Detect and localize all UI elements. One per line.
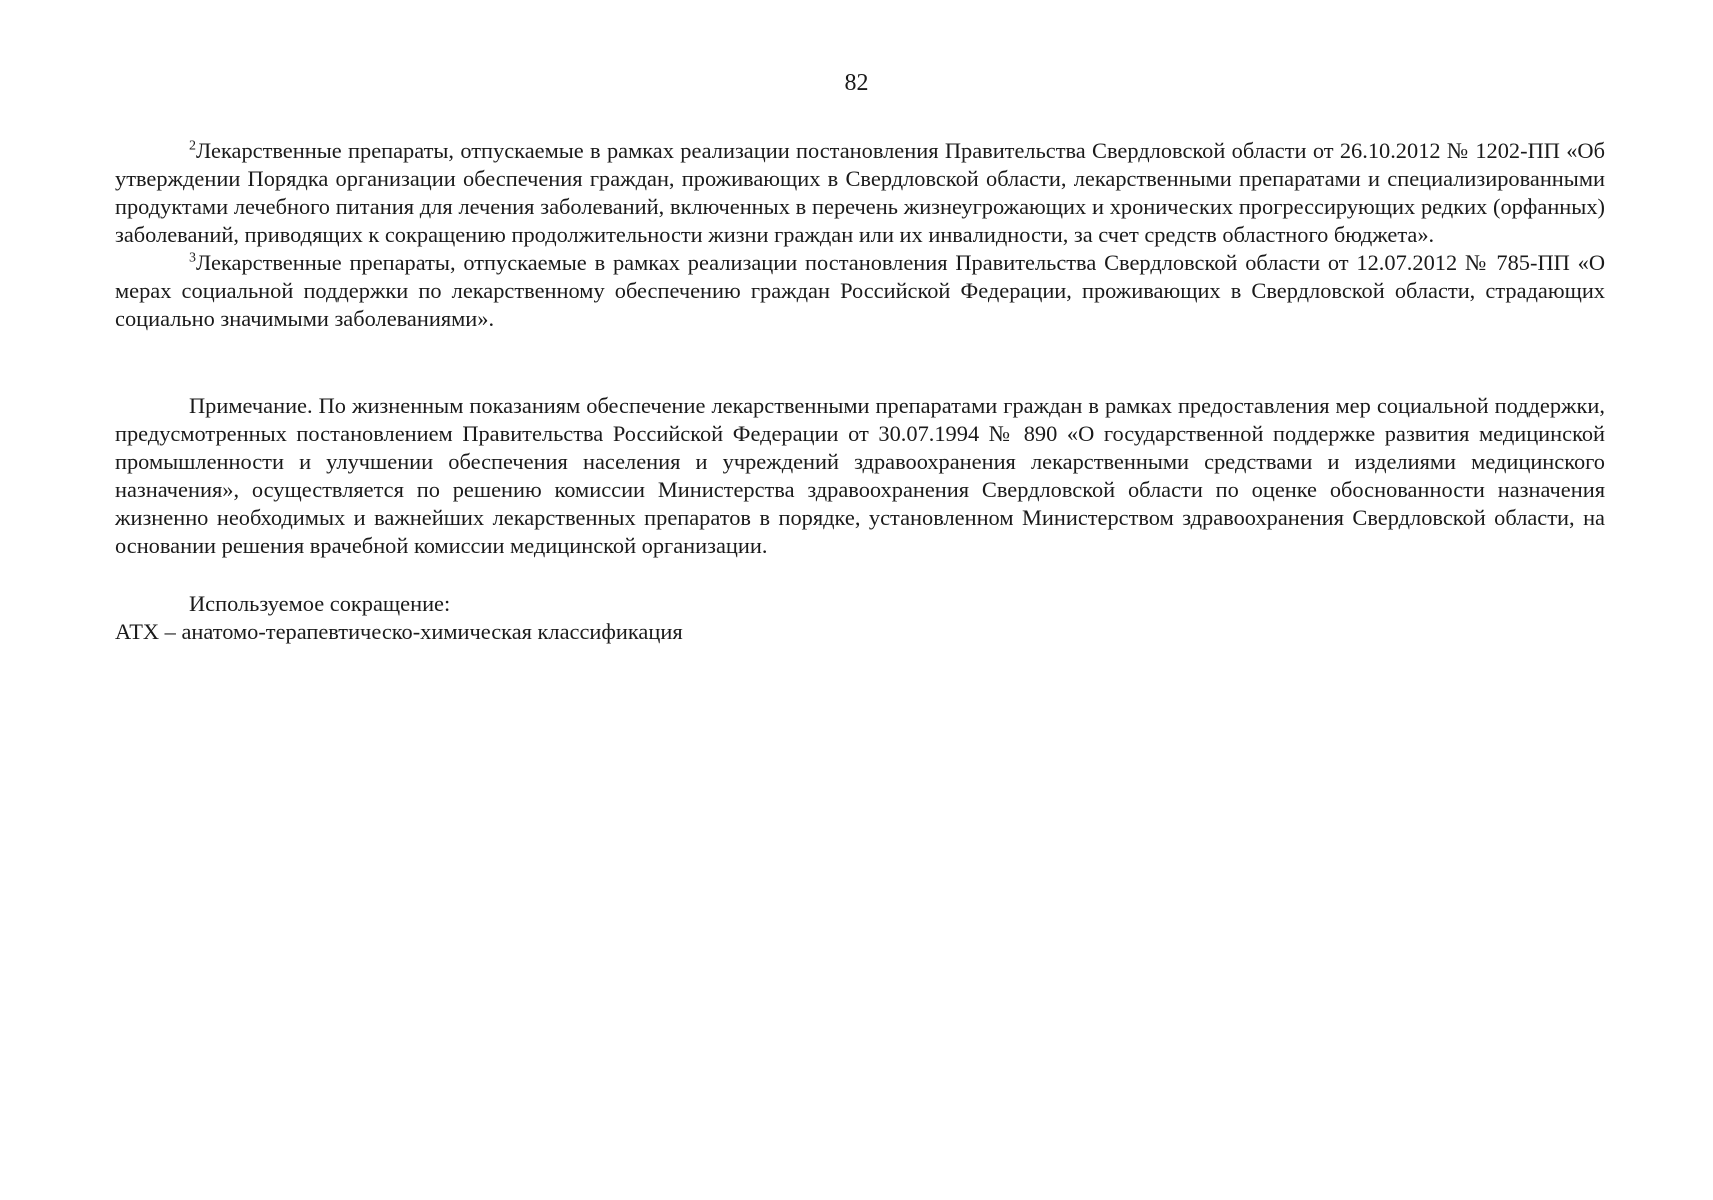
- footnote-marker: 2: [189, 138, 196, 154]
- abbreviations-section: [115, 590, 1605, 646]
- abbreviation-item: АТХ – анатомо-терапевтическо-химическая классификация: [115, 619, 683, 644]
- footnote-3: [115, 249, 1605, 333]
- footnote-2: [115, 137, 1605, 249]
- footnotes-section: [115, 137, 1605, 333]
- page-number: 82: [844, 70, 869, 96]
- footnote-marker: 3: [189, 250, 196, 266]
- note-paragraph: Примечание. По жизненным показаниям обеспечение лекарственными препаратами граждан в рамках предоставления мер социальной поддержки, предусмотренных постановлением Правительства Российской Федерации от 30.07.1994 № 890 «О государственной поддержке развития медицинской промышленности и улучшении обеспечения населения и учреждений здравоохранения лекарственными средствами и изделиями медицинского назначения», осуществляется по решению комиссии Министерства здравоохранения Свердловской области по оценке обоснованности назначения жизненно необходимых и важнейших лекарственных препаратов в порядке, установленном Министерством здравоохранения Свердловской области, на основании решения врачебной комиссии медицинской организации.: [115, 393, 1605, 558]
- note-section: [115, 392, 1605, 560]
- footnote-text: Лекарственные препараты, отпускаемые в рамках реализации постановления Правительства Свердловской области от 12.07.2012 № 785-ПП «О мерах социальной поддержки по лекарственному обеспечению граждан Российской Федерации, проживающих в Свердловской области, страдающих социально значимыми заболеваниями».: [115, 250, 1605, 331]
- abbreviations-heading: Используемое сокращение:: [189, 591, 451, 616]
- footnote-text: Лекарственные препараты, отпускаемые в рамках реализации постановления Правительства Свердловской области от 26.10.2012 № 1202-ПП «Об утверждении Порядка организации обеспечения граждан, проживающих в Свердловской области, лекарственными препаратами и специализированными продуктами лечебного питания для лечения заболеваний, включенных в перечень жизнеугрожающих и хронических прогрессирующих редких (орфанных) заболеваний, приводящих к сокращению продолжительности жизни граждан или их инвалидности, за счет средств областного бюджета».: [115, 138, 1605, 247]
